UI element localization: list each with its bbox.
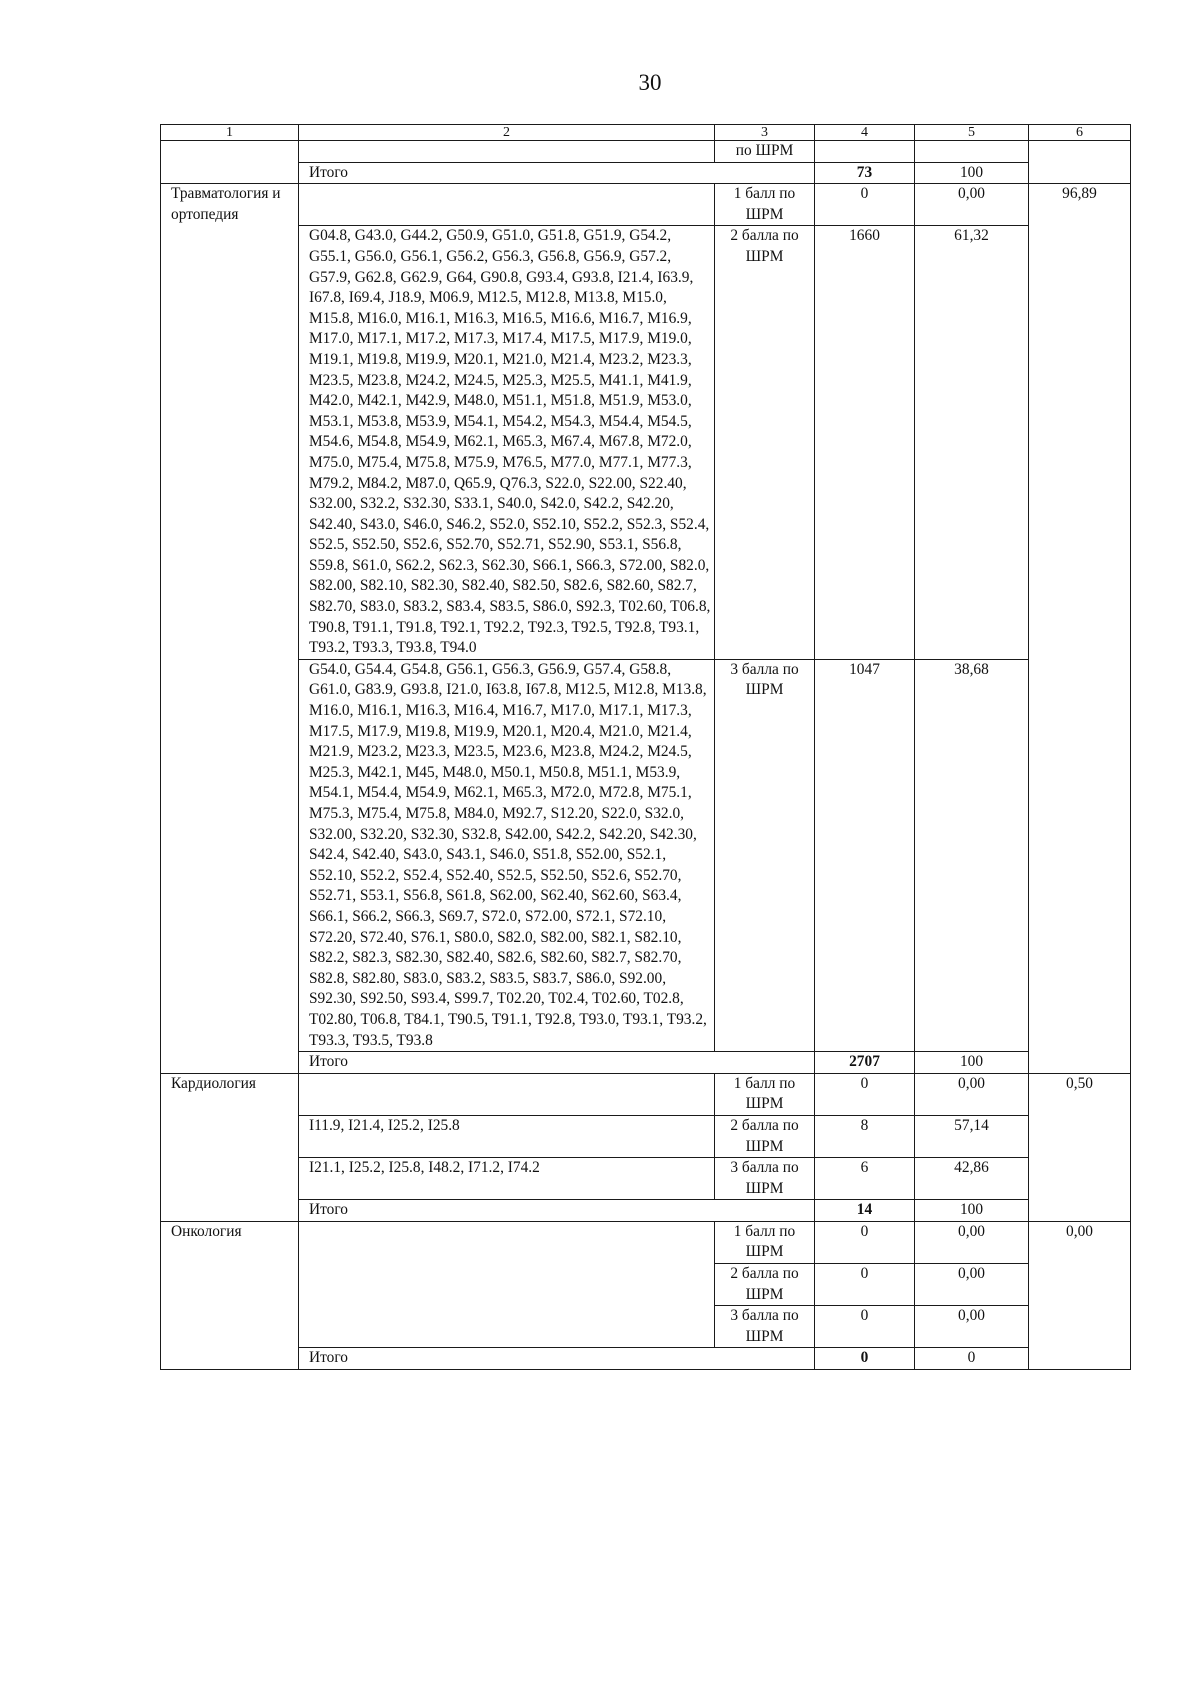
- score-cell: 3 балла по ШРМ: [715, 1306, 815, 1348]
- score-cell: 2 балла по ШРМ: [715, 226, 815, 659]
- codes-cell: G54.0, G54.4, G54.8, G56.1, G56.3, G56.9, G57.4, G58.8, G61.0, G83.9, G93.8, I21.0, I63.8, I67.8, M12.5, M12.8, M13.8, M16.0, M16.1, M16.3, M16.4, M16.7, M17.0, M17.1, M17.3, M17.5, M17.9, M19.8, M19.9, M20.1, M20.4, M21.0, M21.4, M21.9, M23.2, M23.3, M23.5, M23.6, M23.8, M24.2, M24.5, M25.3, M42.1, M45, M48.0, M50.1, M50.8, M51.1, M53.9, M54.1, M54.4, M54.9, M62.1, M65.3, M72.0, M72.8, M75.1, M75.3, M75.4, M75.8, M84.0, M92.7, S12.20, S22.0, S32.0, S32.00, S32.20, S32.30, S32.8, S42.00, S42.2, S42.20, S42.30, S42.4, S42.40, S43.0, S43.1, S46.0, S51.8, S52.00, S52.1, S52.10, S52.2, S52.4, S52.40, S52.5, S52.50, S52.6, S52.70, S52.71, S53.1, S56.8, S61.8, S62.00, S62.40, S62.60, S63.4, S66.1, S66.2, S66.3, S69.7, S72.0, S72.00, S72.1, S72.10, S72.20, S72.40, S76.1, S80.0, S82.0, S82.00, S82.1, S82.10, S82.2, S82.3, S82.30, S82.40, S82.6, S82.60, S82.7, S82.70, S82.8, S82.80, S83.0, S83.2, S83.5, S83.7, S86.0, S92.00, S92.30, S92.50, S93.4, S99.7, T02.20, T02.4, T02.60, T02.8, T02.80, T06.8, T84.1, T90.5, T91.1, T92.8, T93.0, T93.1, T93.2, T93.3, T93.5, T93.8: [299, 659, 715, 1051]
- total-row: [161, 1348, 1131, 1370]
- table-row: [161, 1115, 1131, 1157]
- total-label: Итого: [299, 1200, 815, 1222]
- codes-cell: I11.9, I21.4, I25.2, I25.8: [299, 1115, 715, 1157]
- count-cell: 0: [815, 1306, 915, 1348]
- total-row: [161, 1052, 1131, 1074]
- percent-cell: 57,14: [915, 1115, 1029, 1157]
- header-cell: 6: [1029, 125, 1131, 141]
- count-cell: 0: [815, 184, 915, 226]
- codes-cell: [299, 1221, 715, 1348]
- total-percent: 100: [915, 162, 1029, 184]
- score-cell: 3 балла по ШРМ: [715, 659, 815, 1051]
- count-cell: 0: [815, 1264, 915, 1306]
- total-label: Итого: [299, 1052, 815, 1074]
- share-cell: 96,89: [1029, 184, 1131, 1074]
- codes-cell: [299, 141, 715, 163]
- page-number: 30: [638, 70, 662, 95]
- codes-cell: [299, 184, 715, 226]
- table-row: [161, 184, 1131, 226]
- total-row: [161, 1200, 1131, 1222]
- table-row: [161, 659, 1131, 1051]
- codes-cell: I21.1, I25.2, I25.8, I48.2, I71.2, I74.2: [299, 1158, 715, 1200]
- total-percent: 0: [915, 1348, 1029, 1370]
- header-cell: 5: [915, 125, 1029, 141]
- codes-cell: [299, 1073, 715, 1115]
- score-cell: 3 балла по ШРМ: [715, 1158, 815, 1200]
- count-cell: 8: [815, 1115, 915, 1157]
- score-cell: 2 балла по ШРМ: [715, 1115, 815, 1157]
- total-count: 0: [815, 1348, 915, 1370]
- count-cell: [815, 141, 915, 163]
- percent-cell: 0,00: [915, 1264, 1029, 1306]
- share-cell: [1029, 141, 1131, 184]
- total-percent: 100: [915, 1200, 1029, 1222]
- total-count: 73: [815, 162, 915, 184]
- table-row: [161, 141, 1131, 163]
- score-cell: по ШРМ: [715, 141, 815, 163]
- score-cell: 2 балла по ШРМ: [715, 1264, 815, 1306]
- header-cell: 3: [715, 125, 815, 141]
- count-cell: 1047: [815, 659, 915, 1051]
- percent-cell: 0,00: [915, 184, 1029, 226]
- percent-cell: 0,00: [915, 1306, 1029, 1348]
- percent-cell: 0,00: [915, 1073, 1029, 1115]
- specialty-cell: Травматология и ортопедия: [161, 184, 299, 1074]
- header-cell: 4: [815, 125, 915, 141]
- count-cell: 0: [815, 1073, 915, 1115]
- score-cell: 1 балл по ШРМ: [715, 184, 815, 226]
- score-cell: 1 балл по ШРМ: [715, 1073, 815, 1115]
- header-cell: 1: [161, 125, 299, 141]
- table-row: [161, 1158, 1131, 1200]
- table-row: [161, 1221, 1131, 1263]
- percent-cell: 0,00: [915, 1221, 1029, 1263]
- specialty-cell: Кардиология: [161, 1073, 299, 1221]
- total-label: Итого: [299, 1348, 815, 1370]
- count-cell: 0: [815, 1221, 915, 1263]
- table-row: [161, 1073, 1131, 1115]
- total-row: [161, 162, 1131, 184]
- header-row: [161, 125, 1131, 141]
- specialty-cell: Онкология: [161, 1221, 299, 1369]
- percent-cell: 38,68: [915, 659, 1029, 1051]
- total-count: 14: [815, 1200, 915, 1222]
- share-cell: 0,50: [1029, 1073, 1131, 1221]
- percent-cell: 61,32: [915, 226, 1029, 659]
- percent-cell: [915, 141, 1029, 163]
- table-row: [161, 226, 1131, 659]
- percent-cell: 42,86: [915, 1158, 1029, 1200]
- count-cell: 6: [815, 1158, 915, 1200]
- score-cell: 1 балл по ШРМ: [715, 1221, 815, 1263]
- total-percent: 100: [915, 1052, 1029, 1074]
- specialty-cell: [161, 141, 299, 184]
- share-cell: 0,00: [1029, 1221, 1131, 1369]
- statistics-table: [160, 124, 1131, 1370]
- header-cell: 2: [299, 125, 715, 141]
- count-cell: 1660: [815, 226, 915, 659]
- codes-cell: G04.8, G43.0, G44.2, G50.9, G51.0, G51.8, G51.9, G54.2, G55.1, G56.0, G56.1, G56.2, G56.3, G56.8, G56.9, G57.2, G57.9, G62.8, G62.9, G64, G90.8, G93.4, G93.8, I21.4, I63.9, I67.8, I69.4, J18.9, M06.9, M12.5, M12.8, M13.8, M15.0, M15.8, M16.0, M16.1, M16.3, M16.5, M16.6, M16.7, M16.9, M17.0, M17.1, M17.2, M17.3, M17.4, M17.5, M17.9, M19.0, M19.1, M19.8, M19.9, M20.1, M21.0, M21.4, M23.2, M23.3, M23.5, M23.8, M24.2, M24.5, M25.3, M25.5, M41.1, M41.9, M42.0, M42.1, M42.9, M48.0, M51.1, M51.8, M51.9, M53.0, M53.1, M53.8, M53.9, M54.1, M54.2, M54.3, M54.4, M54.5, M54.6, M54.8, M54.9, M62.1, M65.3, M67.4, M67.8, M72.0, M75.0, M75.4, M75.8, M75.9, M76.5, M77.0, M77.1, M77.3, M79.2, M84.2, M87.0, Q65.9, Q76.3, S22.0, S22.00, S22.40, S32.00, S32.2, S32.30, S33.1, S40.0, S42.0, S42.2, S42.20, S42.40, S43.0, S46.0, S46.2, S52.0, S52.10, S52.2, S52.3, S52.4, S52.5, S52.50, S52.6, S52.70, S52.71, S52.90, S53.1, S56.8, S59.8, S61.0, S62.2, S62.3, S62.30, S66.1, S66.3, S72.00, S82.0, S82.00, S82.10, S82.30, S82.40, S82.50, S82.6, S82.60, S82.7, S82.70, S83.0, S83.2, S83.4, S83.5, S86.0, S92.3, T02.60, T06.8, T90.8, T91.1, T91.8, T92.1, T92.2, T92.3, T92.5, T92.8, T93.1, T93.2, T93.3, T93.8, T94.0: [299, 226, 715, 659]
- total-label: Итого: [299, 162, 815, 184]
- total-count: 2707: [815, 1052, 915, 1074]
